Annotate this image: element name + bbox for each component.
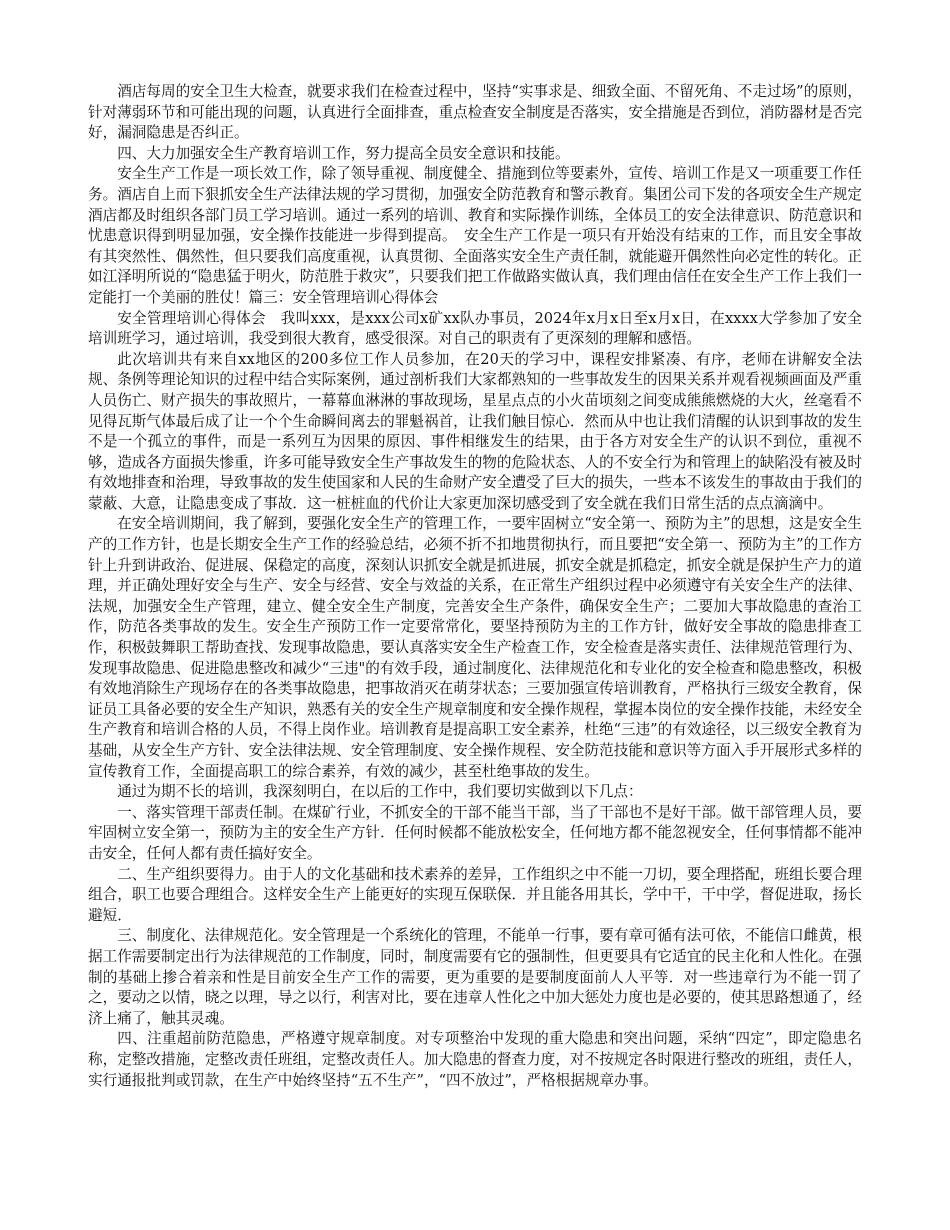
paragraph: 安全生产工作是一项长效工作，除了领导重视、制度健全、措施到位等要素外，宣传、培训工作是又一项重要工作任务。酒店自上而下狠抓安全生产法律法规的学习贯彻，加强安全防范教育和警示教育。集团公司下发的各项安全生产规定酒店都及时组织各部门员工学习培训。通过一系列的培训、教育和实际操作训练，全体员工的安全法律意识、防范意识和忧患意识得到明显加强，安全操作技能进一步得到提高。 安全生产工作是一项只有开始没有结束的工作，而且安全事故有其突然性、偶然性，但只要我们高度重视，认真贯彻、全面落实安全生产责任制，就能避开偶然性向必定性的转化。正如江泽明所说的“隐患猛于明火，防范胜于救灾”，只要我们把工作做路实做认真，我们理由信任在安全生产工作上我们一定能打一个美丽的胜仗！篇三：安全管理培训心得体会 xyxy=(88,165,862,306)
paragraph: 此次培训共有来自xx地区的200多位工作人员参加，在20天的学习中，课程安排紧凑、有序，老师在讲解安全法规、条例等理论知识的过程中结合实际案例，通过剖析我们大家都熟知的一些事故发生的因果关系并观看视频画面及严重人员伤亡、财产损失的事故照片，一幕幕血淋淋的事故现场，星星点点的小火苗顷刻之间变成熊熊燃烧的大火，丝毫看不见得瓦斯气体最后成了让一个个生命瞬间离去的罪魁祸首，让我们触目惊心．然而从中也让我们清醒的认识到事故的发生不是一个孤立的事件，而是一系列互为因果的原因、事件相继发生的结果，由于各方对安全生产的认识不到位，重视不够，造成各方面损失惨重，许多可能导致安全生产事故发生的物的危险状态、人的不安全行为和管理上的缺陷没有被及时有效地排查和治理，导致事故的发生使国家和人民的生命财产安全遭受了巨大的损失，一些本不该发生的事故由于我们的蒙蔽、大意，让隐患变成了事故．这一桩桩血的代价让大家更加深切感受到了安全就在我们日常生活的点点滴滴中。 xyxy=(88,350,862,512)
list-item: 一、落实管理干部责任制。在煤矿行业，不抓安全的干部不能当干部，当了干部也不是好干部。做干部管理人员，要牢固树立安全第一，预防为主的安全生产方针．任何时候都不能放松安全，任何地方都不能忽视安全，任何事情都不能冲击安全，任何人都有责任搞好安全。 xyxy=(88,803,862,862)
list-item: 四、注重超前防范隐患，严格遵守规章制度。对专项整治中发现的重大隐患和突出问题，采纳“四定”，即定隐患名称，定整改措施，定整改责任班组，定整改责任人。加大隐患的督查力度，对不按规定各时限进行整改的班组，责任人，实行通报批判或罚款，在生产中始终坚持“五不生产”，“四不放过”，严格根据规章办事。 xyxy=(88,1030,862,1089)
document-body xyxy=(88,82,862,1091)
paragraph: 酒店每周的安全卫生大检查，就要求我们在检查过程中，坚持“实事求是、细致全面、不留死角、不走过场”的原则，针对薄弱环节和可能出现的问题，认真进行全面排查，重点检查安全制度是否落实，安全措施是否到位，消防器材是否完好，漏洞隐患是否纠正。 xyxy=(88,83,862,142)
paragraph: 安全管理培训心得体会 我叫xxx，是xxx公司x矿xx队办事员，2024年x月x日至x月x日，在xxxx大学参加了安全培训班学习，通过培训，我受到很大教育，感受很深。对自己的职责有了更深刻的理解和感悟。 xyxy=(88,309,862,348)
paragraph: 通过为期不长的培训，我深刻明白，在以后的工作中，我们要切实做到以下几点： xyxy=(117,783,643,801)
list-item: 二、生产组织要得力。由于人的文化基础和技术素养的差异，工作组织之中不能一刀切，要全理搭配，班组长要合理组合，职工也要合理组合。这样安全生产上能更好的实现互保联保．并且能各用其长，学中干，干中学，督促进取，扬长避短． xyxy=(88,865,862,924)
paragraph: 在安全培训期间，我了解到，要强化安全生产的管理工作，一要牢固树立“安全第一、预防为主”的思想，这是安全生产的工作方针，也是长期安全生产工作的经验总结，必须不折不扣地贯彻执行，而且要把“安全第一、预防为主”的工作方针上升到讲政治、促进展、保稳定的高度，深刻认识抓安全就是抓进展，抓安全就是抓稳定，抓安全就是保护生产力的道理，并正确处理好安全与生产、安全与经营、安全与效益的关系，在正常生产组织过程中必须遵守有关安全生产的法律、法规，加强安全生产管理，建立、健全安全生产制度，完善安全生产条件，确保安全生产；二要加大事故隐患的查治工作，防范各类事故的发生。安全生产预防工作一定要常常化，要坚持预防为主的工作方针，做好安全事故的隐患排查工作，积极鼓舞职工帮助查找、发现事故隐患，要认真落实安全生产检查工作，安全检查是落实责任、法律规范管理行为、发现事故隐患、促进隐患整改和减少“三违"的有效手段，通过制度化、法律规范化和专业化的安全检查和隐患整改，积极有效地消除生产现场存在的各类事故隐患，把事故消灭在萌芽状态；三要加强宣传培训教育，严格执行三级安全教育，保证员工具备必要的安全生产知识，熟悉有关的安全生产规章制度和安全操作规程，掌握本岗位的安全操作技能，未经安全生产教育和培训合格的人员，不得上岗作业。培训教育是提高职工安全素养，杜绝“三违”的有效途径，以三级安全教育为基础，从安全生产方针、安全法律法规、安全管理制度、安全操作规程、安全防范技能和意识等方面入手开展形式多样的宣传教育工作，全面提高职工的综合素养，有效的减少，甚至杜绝事故的发生。 xyxy=(88,515,862,780)
list-item: 三、制度化、法律规范化。安全管理是一个系统化的管理，不能单一行事，要有章可循有法可依，不能信口雌黄，根据工作需要制定出行为法律规范的工作制度，同时，制度需要有它的强制性，但更要具有它适宜的民主化和人性化。在强制的基础上掺合着亲和性是目前安全生产工作的需要，更为重要的是要制度面前人人平等．对一些违章行为不能一罚了之，要动之以情，晓之以理，导之以行，利害对比，要在违章人性化之中加大惩处力度也是必要的，使其思路想通了，经济上痛了，触其灵魂。 xyxy=(88,927,862,1027)
section-heading: 四、大力加强安全生产教育培训工作，努力提高全员安全意识和技能。 xyxy=(117,144,570,162)
